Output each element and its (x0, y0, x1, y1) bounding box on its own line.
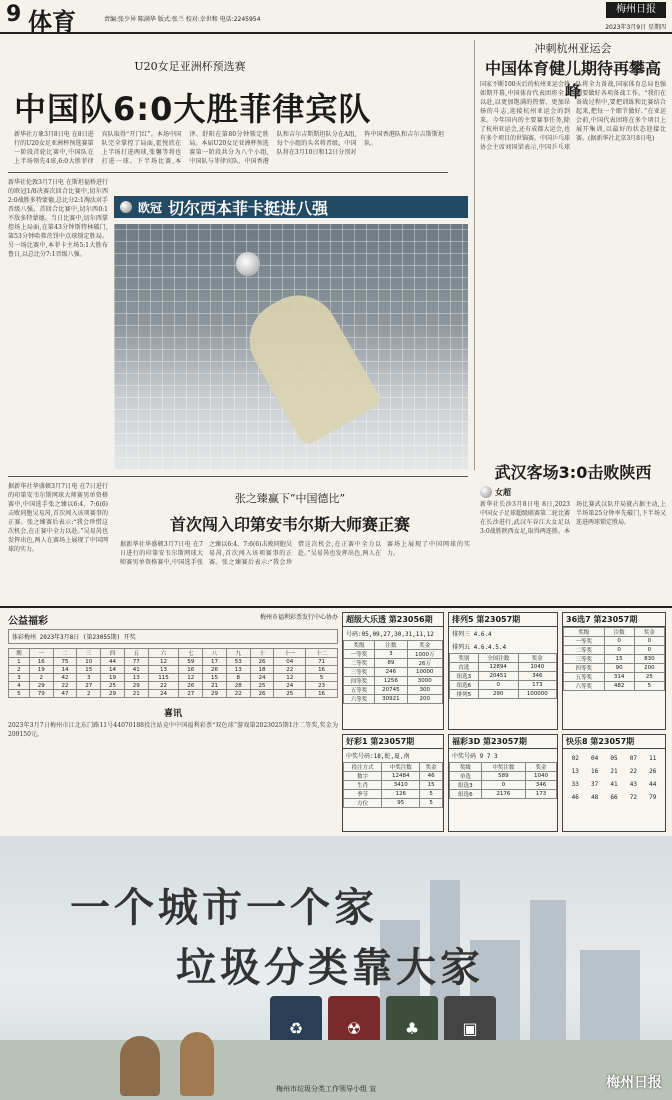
plw-line2: 排列五 4.6.4.5.4 (452, 644, 507, 651)
divider (8, 172, 448, 173)
hy1-box (342, 734, 444, 832)
plw-title: 排列5 第23057期 (449, 613, 557, 627)
plw-table: 奖别 全国注数 奖金 直选 12894 1040 组选3 20451 346 组选6 0 173 排列5 290 100000 (449, 653, 557, 699)
kl8-number: 04 (590, 755, 599, 762)
kl8-number: 37 (590, 781, 599, 788)
issue-date: 2023年3月9日 星期四 (605, 24, 666, 31)
story4-kicker: 张之臻赢下“中国德比” (234, 492, 346, 505)
building (580, 950, 640, 1040)
story3-headline: 中国体育健儿期待再攀高峰 (484, 59, 661, 101)
section-rule (0, 606, 672, 608)
kl8-number: 79 (649, 794, 657, 801)
lottery-publisher: 梅州市福利彩票发行中心协办 (259, 614, 338, 621)
dlt-title: 超级大乐透 第23056期 (343, 613, 443, 627)
page-number: 9 (6, 2, 22, 27)
story5-headline: 武汉客场3:0击败陕西 (494, 463, 652, 482)
plw-line1: 排列三 4.6.4 (452, 631, 492, 638)
kl8-number: 44 (649, 781, 657, 788)
page-header (0, 0, 672, 34)
public-service-ad (0, 836, 672, 1100)
sxq-box (562, 612, 666, 730)
fc3d-box (448, 734, 558, 832)
hy1-numbers: 中奖号码:18,蛇,夏,南 (346, 753, 410, 760)
lottery-table: 期 一 二 三 四 五 六 七 八 九 十 十一 十二 1 16 75 10 44 77 12 59 17 53 26 04 71 2 19 14 15 14 41 13 16 26 13 18 22 16 3 2 42 3 19 13 115 12 15 8 24 12 5 4 29 22 27 25 29 22 26 21 28 25 24 23 5 79 47 2 29 21 24 27 29 22 26 25 16 (8, 648, 338, 698)
fc3d-table: 奖级 中奖注数 奖金 单选 589 1040 组选3 0 346 组选6 2176 173 (449, 762, 557, 799)
lottery-notice: 体彩梅州 2023年3月8日 (第23055期) 开奖 (8, 629, 338, 644)
kl8-number: 16 (590, 768, 599, 775)
recycle-bin-icon: ♻ (270, 996, 322, 1060)
kl8-number: 72 (629, 794, 637, 801)
hazardous-bin-icon: ☢ (328, 996, 380, 1060)
kl8-number: 21 (610, 768, 618, 775)
kl8-number: 11 (649, 755, 657, 762)
story3-body: 国家不断100天后的杭州亚运会将如期开幕,中国体育代表团将全力以赴,以更加饱满的热情、更加昂扬的斗志,迎接杭州亚运会的到来。今年国内的主要赛事任务,除了杭州亚运会,还有成都大运会,也有多个项目的世锦赛。中国乒乓球协会主席刘国梁表示,中国乒乓球队将全力备战,国家体育总局也强调要做好各项备战工作。“我们在备战过程中,要把训练和比赛结合起来,把每一个细节做好。”在亚运会前,中国代表团将在多个项目上展开集训,以最好的状态迎接比赛。(据新华社北京3月8日电) (480, 81, 666, 151)
kl8-number: 41 (610, 781, 618, 788)
kl8-number: 43 (629, 781, 637, 788)
kl8-number: 22 (629, 768, 637, 775)
soccer-ball-icon (120, 201, 132, 213)
joy-body: 2023年3月7日梅州市江北东门路11号44070188投注站竞中中国福利彩票“双色球”游戏第2023025期1注二等奖,奖金为209150元。 (8, 722, 338, 738)
dlt-box (342, 612, 444, 730)
kl8-number: 13 (571, 768, 579, 775)
story1-headline: 中国队6:0大胜菲律宾队 (14, 90, 372, 128)
column-rule (474, 40, 475, 470)
building (530, 900, 566, 1040)
lottery-header-row (8, 612, 338, 627)
kl8-title: 快乐8 第23057期 (563, 735, 665, 749)
hy1-title: 好彩1 第23057期 (343, 735, 443, 749)
kl8-number: 02 (571, 755, 579, 762)
kl8-number: 05 (610, 755, 618, 762)
story1-kicker: U20女足亚洲杯预选赛 (134, 60, 246, 73)
joy-title: 喜讯 (163, 709, 182, 719)
ad-footer: 梅州市垃圾分类工作领导小组 宣 (276, 1085, 377, 1093)
watermark-logo: 梅州日报 (606, 1075, 662, 1091)
hy1-table: 投注方式 中奖注数 奖金 数字 12484 46 生肖 3410 15 季节 126 5 方位 95 5 (343, 762, 443, 808)
ad-slogan-line1: 一个城市一个家 (70, 885, 378, 931)
kl8-number: 66 (610, 794, 618, 801)
story4-body-cont: 据新华社华盛顿3月7日电 在7日进行的印第安韦尔斯网球大师赛男单资格赛中,中国选手张之臻以6:4、7:6(6)击败同胞吴易昺,首次闯入该项赛事的正赛。张之臻赛后表示:“我会珍惜这次机会,在正赛中全力以赴。”吴易昺也发挥出色,两人在赛场上展现了中国网球的实力。 (120, 541, 470, 566)
newspaper-logo: 梅州日报 (606, 2, 666, 18)
sxq-table: 奖级 注数 奖金 一等奖 0 0 二等奖 0 0 三等奖 15 830 四等奖 90 200 五等奖 314 25 六等奖 482 5 (563, 627, 665, 691)
story5-tag-wrap (480, 486, 530, 498)
other-bin-icon: ▣ (444, 996, 496, 1060)
kl8-box (562, 734, 666, 832)
sxq-title: 36选7 第23057期 (563, 613, 665, 627)
child-figure (120, 1036, 160, 1096)
section-title: 体育 (28, 8, 76, 36)
kl8-number: 07 (629, 755, 637, 762)
story5-body: 新华社长沙3月8日电 8日,2023中国女子足球超级联赛第二轮比赛在长沙进行,武汉车谷江大女足以3:0战胜陕西女足,取得两连胜。本场比赛武汉队开局就占据主动,上半场第25分钟率先破门,下半场又连进两球锁定胜局。 (480, 501, 666, 535)
fc3d-title: 福彩3D 第23057期 (449, 735, 557, 749)
kl8-number: 46 (571, 794, 579, 801)
story4-body: 据新华社华盛顿3月7日电 在7日进行的印第安韦尔斯网球大师赛男单资格赛中,中国选手张之臻以6:4、7:6(6)击败同胞吴易昺,首次闯入该项赛事的正赛。张之臻赛后表示:“我会珍惜这次机会,在正赛中全力以赴。”吴易昺也发挥出色,两人在赛场上展现了中国网球的实力。 (8, 483, 108, 553)
story2-body: 新华社伦敦3月7日电 在斯坦福桥进行的欧冠1/8决赛次回合比赛中,切尔西2:0战胜多特蒙德,总比分2:1淘汰对手晋级八强。首回合比赛中,切尔西0:1不敌多特蒙德。当日比赛中,切尔西掌控场上局面,在第43分钟斯特林破门,第53分钟哈弗茨罚中点球锁定胜局。另一场比赛中,本菲卡主场5:1大胜布鲁日,以总比分7:1晋级八强。 (8, 179, 108, 258)
story2-banner (114, 196, 468, 218)
kl8-numbers (563, 749, 665, 803)
kitchen-bin-icon: ♣ (386, 996, 438, 1060)
child-figure (180, 1032, 214, 1096)
story5-tag: 女超 (495, 487, 511, 497)
story2-tag: 欧冠 (138, 200, 163, 215)
lottery-header: 公益福彩 (8, 616, 48, 627)
goalkeeper-photo (114, 224, 468, 470)
photo-ball (236, 252, 260, 276)
ad-slogan-line2: 垃圾分类靠大家 (176, 945, 484, 991)
divider (8, 476, 468, 477)
kl8-number: 33 (571, 781, 579, 788)
kl8-number: 48 (590, 794, 599, 801)
lottery-panel (8, 612, 338, 832)
soccer-ball-icon (480, 486, 492, 498)
dlt-numbers: 号码:05,09,27,30,31,11,12 (346, 631, 434, 638)
story4-headline: 首次闯入印第安韦尔斯大师赛正赛 (169, 515, 410, 534)
kl8-number: 26 (649, 768, 657, 775)
fc3d-numbers: 中奖号码 9 7 3 (452, 753, 498, 760)
staff-credits: 责编:张少异 陈满华 版式:张兰 校对:幸世和 电话:2245954 (104, 16, 261, 23)
story1-body: 新华社万象3月8日电 在8日进行的U20女足亚洲杯预选赛第一阶段首轮比赛中,中国队在上半场领先4球,6:0大胜菲律宾队取得“开门红”。本场中国队完全掌控了局面,霍悦欣在上半场打进两球,张馨等将也打进一球。下半场比赛,本泽、舒阳在第80分钟锁定胜局。本届U20女足亚洲杯预选赛第一阶段共分为八个小组,中国队与菲律宾队、中国香港队和吉尔吉斯斯坦队分在A组,每个小组的头名将晋级。中国队将在3月10日和12日分别对阵中国香港队和吉尔吉斯斯坦队。 (14, 131, 444, 165)
dlt-table: 奖级 注数 奖金 一等奖 3 1000万 二等奖 89 26万 三等奖 246 10000 四等奖 1256 3000 五等奖 20745 300 六等奖 30921 200 (343, 640, 443, 704)
story2-headline: 切尔西本菲卡挺进八强 (168, 198, 329, 218)
plw-box (448, 612, 558, 730)
story3-kicker: 冲刺杭州亚运会 (534, 42, 612, 55)
